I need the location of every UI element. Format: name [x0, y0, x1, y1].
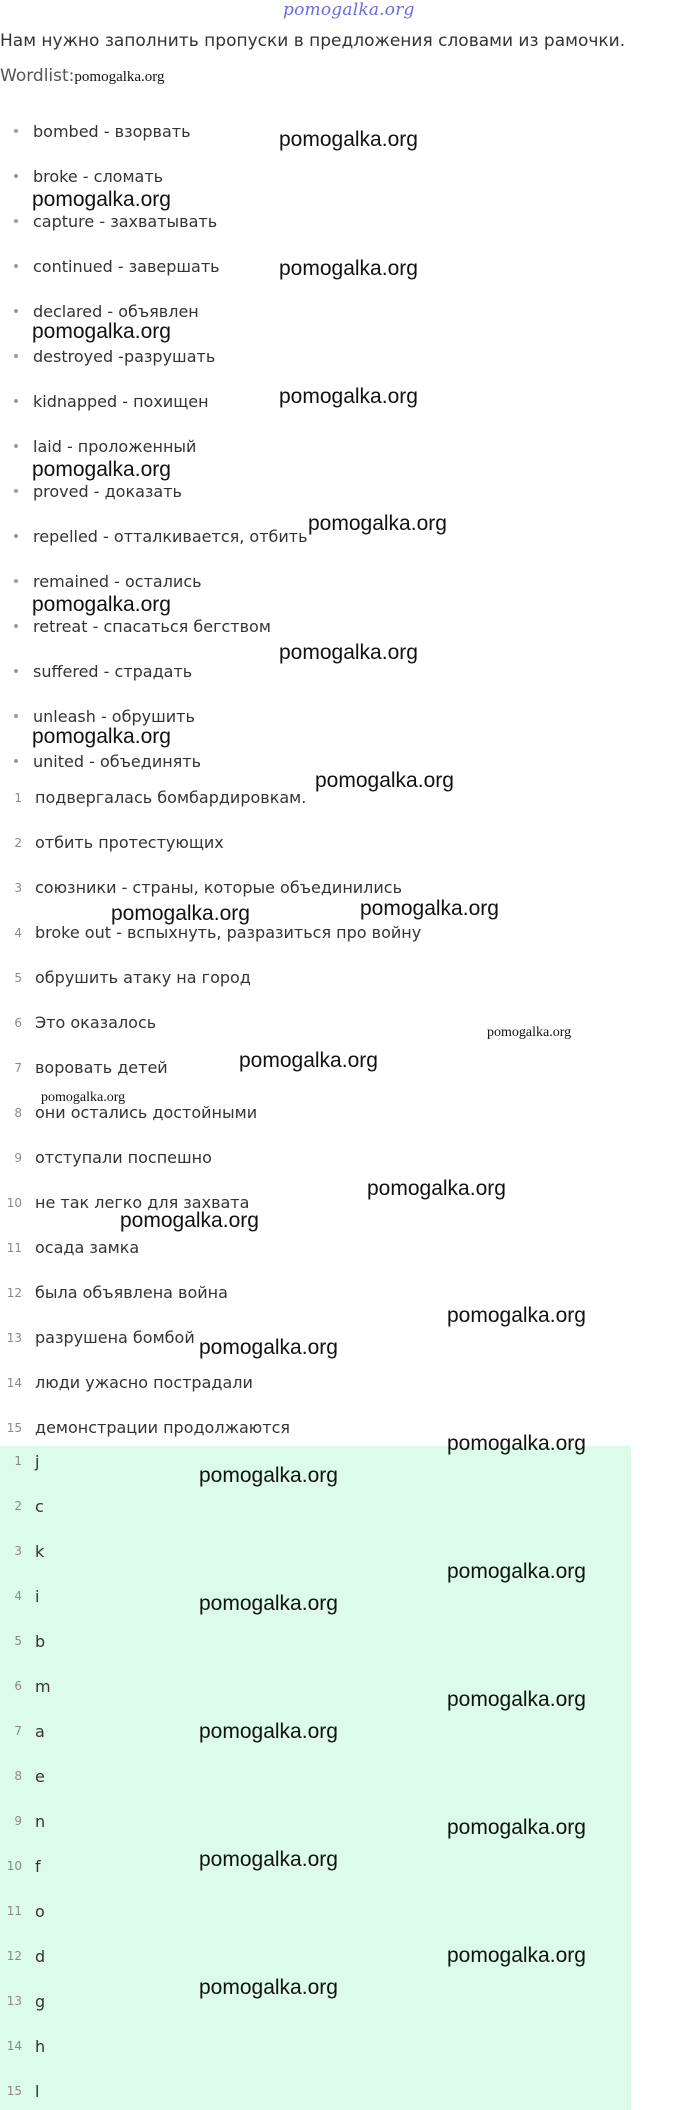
answer-letter: k [35, 1542, 45, 1561]
watermark: pomogalka.org [111, 902, 250, 925]
answer-letter: a [35, 1722, 45, 1741]
answers-panel [0, 1446, 631, 2110]
bullet-icon [14, 489, 18, 493]
sentence-number: 6 [14, 1016, 22, 1030]
sentence-text: воровать детей [35, 1058, 168, 1077]
word-item: broke - сломать [14, 167, 163, 186]
sentence-number: 15 [6, 1421, 22, 1435]
answer-number: 1 [14, 1454, 22, 1468]
watermark: pomogalka.org [199, 1336, 338, 1359]
bullet-icon [14, 354, 18, 358]
word-item: unleash - обрушить [14, 707, 195, 726]
sentence-text: осада замка [35, 1238, 140, 1257]
sentence-number: 14 [6, 1376, 22, 1390]
word-item: capture - захватывать [14, 212, 217, 231]
sentence-number: 8 [14, 1106, 22, 1120]
bullet-icon [14, 399, 18, 403]
word-item: bombed - взорвать [14, 122, 191, 141]
bullet-icon [14, 759, 18, 763]
sentence-text: отбить протестующих [35, 833, 224, 852]
answer-letter: j [35, 1452, 40, 1471]
answer-letter: o [35, 1902, 45, 1921]
sentence-number: 2 [14, 836, 22, 850]
answer-letter: g [35, 1992, 46, 2011]
word-item: suffered - страдать [14, 662, 192, 681]
watermark: pomogalka.org [279, 128, 418, 151]
answer-number: 12 [6, 1949, 22, 1963]
answer-letter: b [35, 1632, 46, 1651]
answer-letter: n [35, 1812, 46, 1831]
sentence-number: 10 [6, 1196, 22, 1210]
sentence-number: 1 [14, 791, 22, 805]
watermark: pomogalka.org [32, 725, 171, 748]
watermark: pomogalka.org [199, 1848, 338, 1871]
watermark: pomogalka.org [199, 1464, 338, 1487]
answer-number: 6 [14, 1679, 22, 1693]
word-item: united - объединять [14, 752, 201, 771]
watermark: pomogalka.org [279, 641, 418, 664]
sentence-text: демонстрации продолжаются [35, 1418, 290, 1437]
bullet-icon [14, 174, 18, 178]
word-item: retreat - спасаться бегством [14, 617, 271, 636]
answer-letter: i [35, 1587, 40, 1606]
watermark: pomogalka.org [367, 1177, 506, 1200]
watermark: pomogalka.org [32, 458, 171, 481]
answer-number: 2 [14, 1499, 22, 1513]
word-item: continued - завершать [14, 257, 220, 276]
answer-number: 4 [14, 1589, 22, 1603]
watermark: pomogalka.org [447, 1560, 586, 1583]
watermark: pomogalka.org [32, 188, 171, 211]
answer-letter: h [35, 2037, 46, 2056]
sentence-text: отступали поспешно [35, 1148, 212, 1167]
watermark: pomogalka.org [199, 1592, 338, 1615]
word-item: destroyed -разрушать [14, 347, 215, 366]
sentence-text: обрушить атаку на город [35, 968, 251, 987]
watermark: pomogalka.org [32, 593, 171, 616]
watermark: pomogalka.org [199, 1976, 338, 1999]
sentence-text: люди ужасно пострадали [35, 1373, 253, 1392]
watermark: pomogalka.org [279, 257, 418, 280]
bullet-icon [14, 219, 18, 223]
sentence-number: 4 [14, 926, 22, 940]
watermark: pomogalka.org [360, 897, 499, 920]
watermark: pomogalka.org [199, 1720, 338, 1743]
answer-number: 11 [6, 1904, 22, 1918]
word-item: repelled - отталкивается, отбить [14, 527, 308, 546]
sentence-text: они остались достойными [35, 1103, 258, 1122]
watermark: pomogalka.org [32, 320, 171, 343]
watermark: pomogalka.org [120, 1209, 259, 1232]
answer-number: 15 [6, 2084, 22, 2098]
answer-number: 3 [14, 1544, 22, 1558]
sentence-number: 13 [6, 1331, 22, 1345]
watermark: pomogalka.org [447, 1816, 586, 1839]
bullet-icon [14, 444, 18, 448]
sentence-text: не так легко для захвата [35, 1193, 250, 1212]
answer-number: 7 [14, 1724, 22, 1738]
watermark: pomogalka.org [447, 1944, 586, 1967]
sentence-text: разрушена бомбой [35, 1328, 195, 1347]
watermark: pomogalka.org [308, 512, 447, 535]
answer-number: 9 [14, 1814, 22, 1828]
answer-number: 14 [6, 2039, 22, 2053]
watermark: pomogalka.org [487, 1025, 572, 1040]
sentence-number: 9 [14, 1151, 22, 1165]
bullet-icon [14, 534, 18, 538]
bullet-icon [14, 714, 18, 718]
answer-letter: l [35, 2082, 40, 2101]
answer-letter: d [35, 1947, 46, 1966]
wordlist-heading [0, 66, 165, 86]
watermark: pomogalka.org [447, 1304, 586, 1327]
watermark: pomogalka.org [315, 769, 454, 792]
answer-number: 13 [6, 1994, 22, 2008]
answer-letter: e [35, 1767, 45, 1786]
sentence-number: 12 [6, 1286, 22, 1300]
watermark: pomogalka.org [447, 1432, 586, 1455]
sentence-number: 5 [14, 971, 22, 985]
answer-number: 5 [14, 1634, 22, 1648]
sentence-number: 7 [14, 1061, 22, 1075]
bullet-icon [14, 579, 18, 583]
sentence-text: broke out - вспыхнуть, разразиться про войну [35, 923, 422, 942]
bullet-icon [14, 669, 18, 673]
sentence-number: 11 [6, 1241, 22, 1255]
answer-number: 10 [6, 1859, 22, 1873]
word-item: proved - доказать [14, 482, 182, 501]
site-logo[interactable]: pomogalka.org [283, 0, 415, 20]
word-item: declared - объявлен [14, 302, 199, 321]
watermark: pomogalka.org [239, 1049, 378, 1072]
answer-letter: f [35, 1857, 41, 1876]
sentence-text: подвергалась бомбардировкам. [35, 788, 307, 807]
word-item: laid - проложенный [14, 437, 196, 456]
answer-letter: m [35, 1677, 51, 1696]
watermark: pomogalka.org [279, 385, 418, 408]
bullet-icon [14, 264, 18, 268]
task-instruction: Нам нужно заполнить пропуски в предложения словами из рамочки. [0, 31, 626, 51]
bullet-icon [14, 309, 18, 313]
answer-letter: c [35, 1497, 44, 1516]
watermark: pomogalka.org [447, 1688, 586, 1711]
wordlist-logo: pomogalka.org [74, 69, 165, 85]
bullet-icon [14, 624, 18, 628]
sentence-text: была объявлена война [35, 1283, 228, 1302]
word-item: remained - остались [14, 572, 202, 591]
watermark: pomogalka.org [41, 1090, 126, 1105]
sentence-text: союзники - страны, которые объединились [35, 878, 403, 897]
word-item: kidnapped - похищен [14, 392, 209, 411]
wordlist-label: Wordlist: [0, 66, 75, 86]
sentence-text: Это оказалось [35, 1013, 157, 1032]
answer-number: 8 [14, 1769, 22, 1783]
bullet-icon [14, 129, 18, 133]
sentence-number: 3 [14, 881, 22, 895]
